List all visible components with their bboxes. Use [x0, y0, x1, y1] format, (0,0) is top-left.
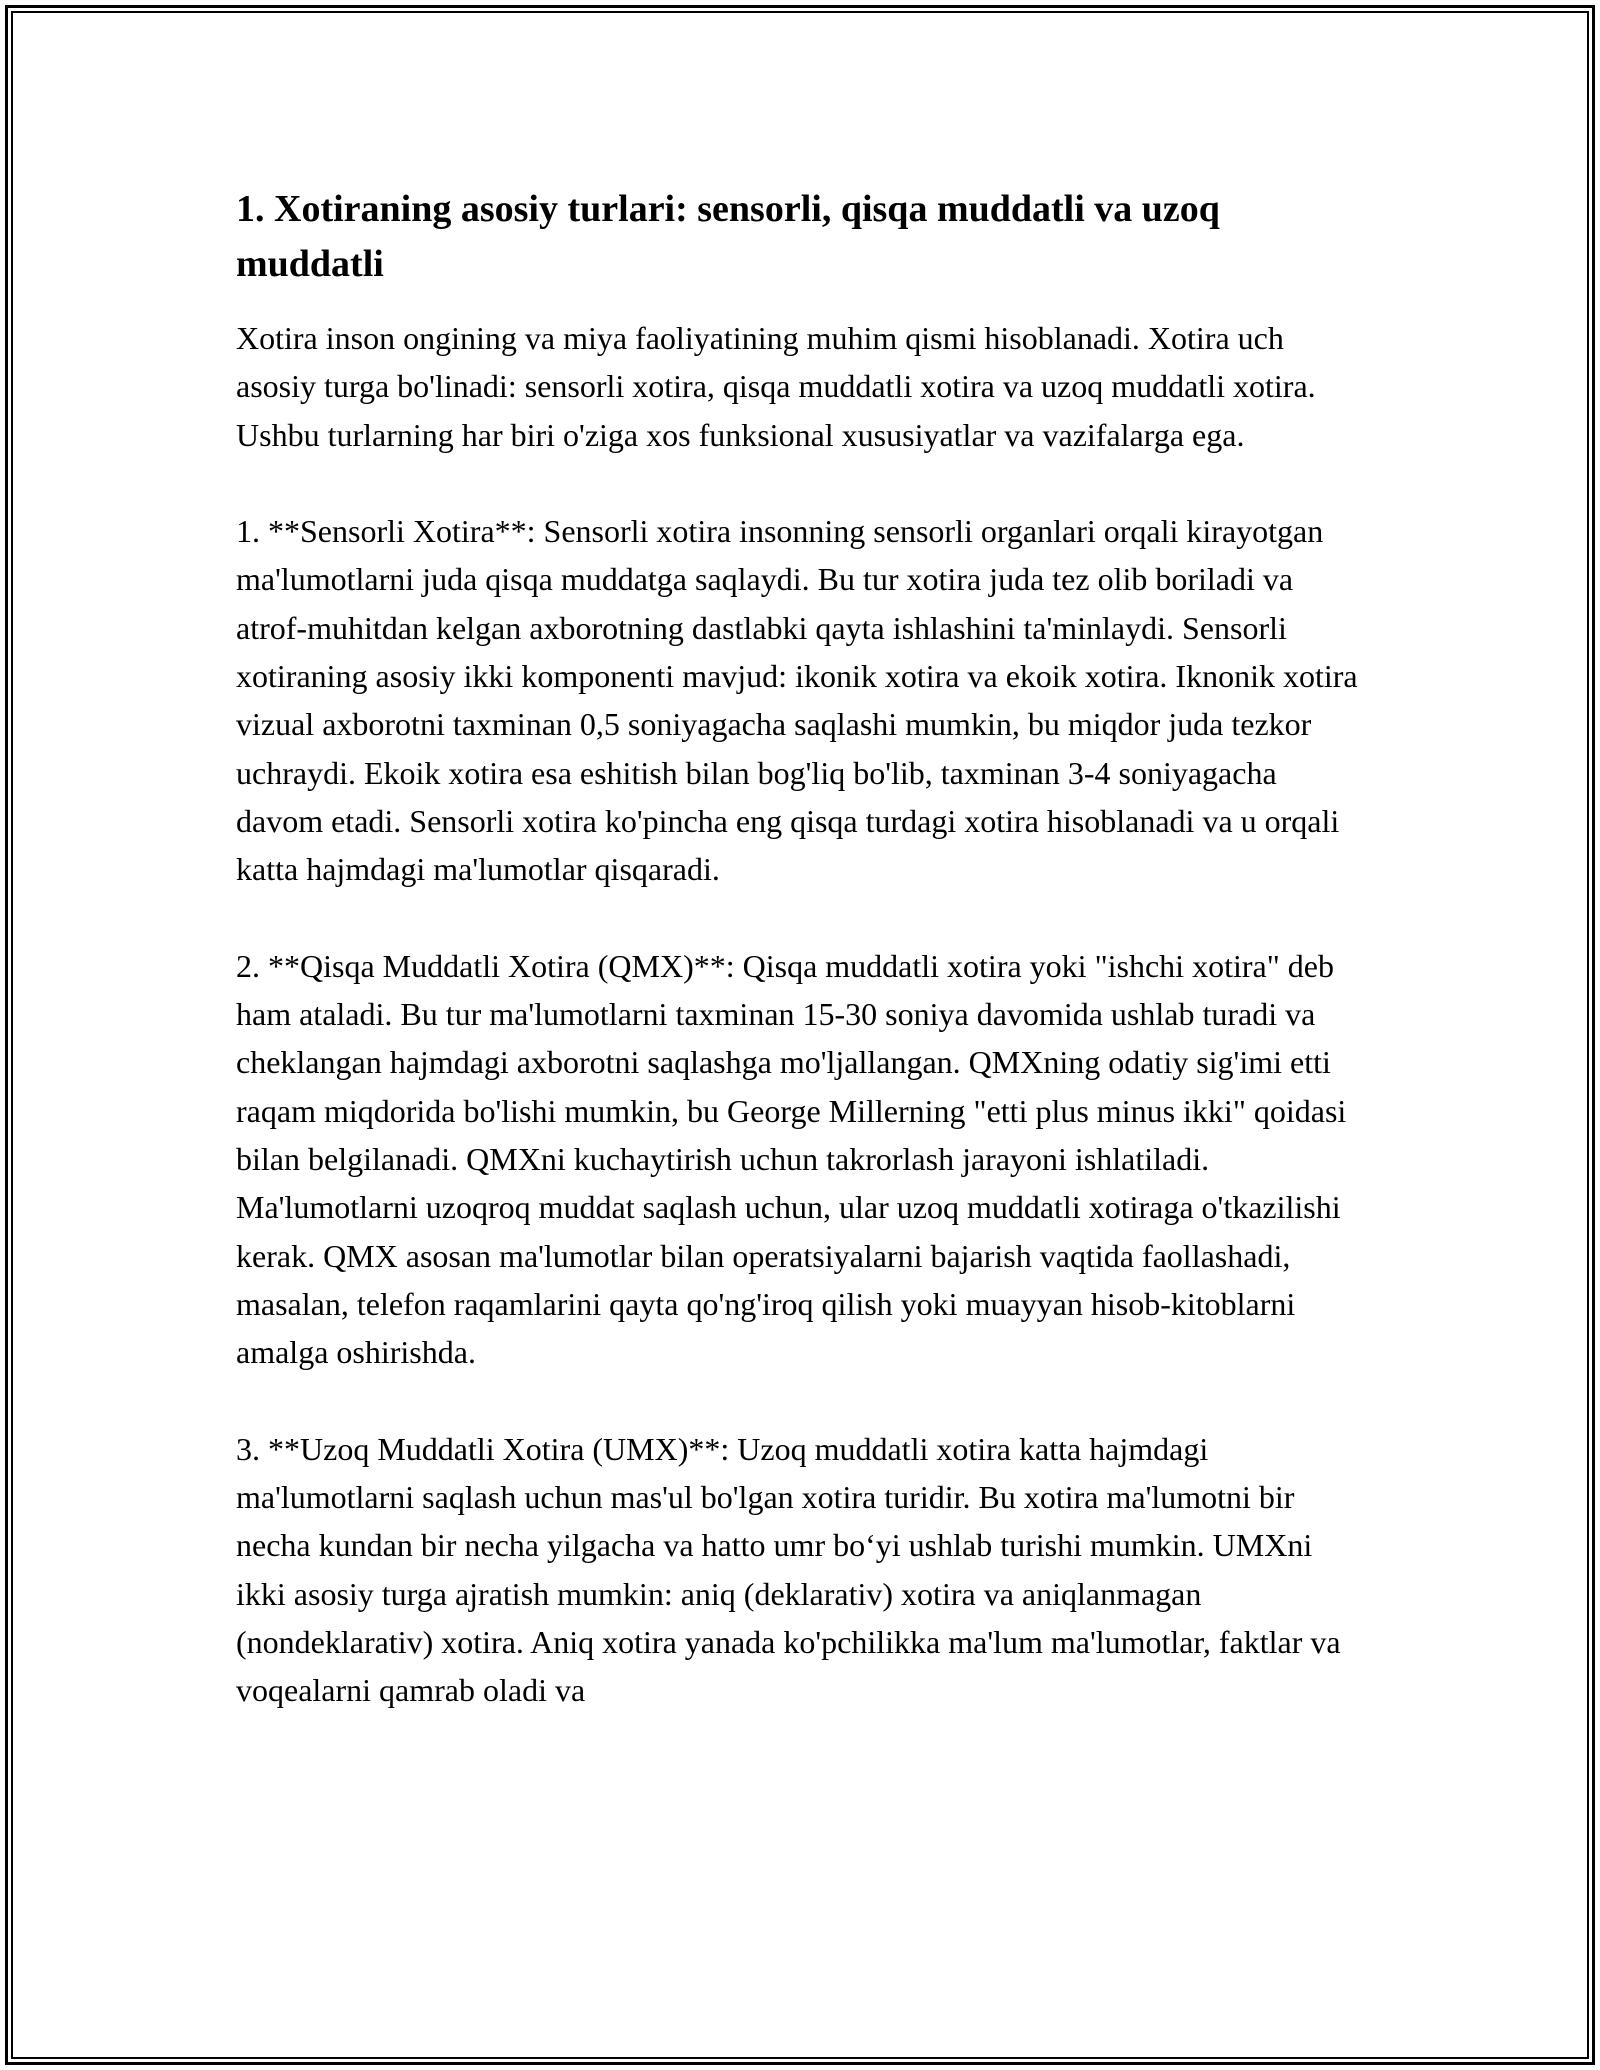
short-term-memory-paragraph: 2. **Qisqa Muddatli Xotira (QMX)**: Qisqa muddatli xotira yoki "ishchi xotira" deb ham ataladi. Bu tur ma'lumotlarni taxminan 15-30 soniya davomida ushlab turadi va cheklangan hajmdagi axborotni saqlashga mo'ljallangan. QMXning odatiy sig'imi etti raqam miqdorida bo'lishi mumkin, bu George Millerning "etti plus minus ikki" qoidasi bilan belgilanadi. QMXni kuchaytirish uchun takrorlash jarayoni ishlatiladi. Ma'lumotlarni uzoqroq muddat saqlash uchun, ular uzoq muddatli xotiraga o'tkazilishi kerak. QMX asosan ma'lumotlar bilan operatsiyalarni bajarish vaqtida faollashadi, masalan, telefon raqamlarini qayta qo'ng'iroq qilish yoki muayyan hisob-kitoblarni amalga oshirishda.: [236, 947, 1347, 1371]
sensory-memory-paragraph: 1. **Sensorli Xotira**: Sensorli xotira insonning sensorli organlari orqali kirayotgan ma'lumotlarni juda qisqa muddatga saqlaydi. Bu tur xotira juda tez olib boriladi va atrof-muhitdan kelgan axborotning dastlabki qayta ishlashini ta'minlaydi. Sensorli xotiraning asosiy ikki komponenti mavjud: ikonik xotira va ekoik xotira. Iknonik xotira vizual axborotni taxminan 0,5 soniyagacha saqlashi mumkin, bu miqdor juda tezkor uchraydi. Ekoik xotira esa eshitish bilan bog'liq bo'lib, taxminan 3-4 soniyagacha davom etadi. Sensorli xotira ko'pincha eng qisqa turdagi xotira hisoblanadi va u orqali katta hajmdagi ma'lumotlar qisqaradi.: [236, 513, 1358, 888]
intro-paragraph: Xotira inson ongining va miya faoliyatining muhim qismi hisoblanadi. Xotira uch asosiy turga bo'linadi: sensorli xotira, qisqa muddatli xotira va uzoq muddatli xotira. Ushbu turlarning har biri o'ziga xos funksional xususiyatlar va vazifalarga ega.: [236, 320, 1316, 453]
document-body: [236, 182, 1364, 1763]
long-term-memory-paragraph: 3. **Uzoq Muddatli Xotira (UMX)**: Uzoq muddatli xotira katta hajmdagi ma'lumotlarni saqlash uchun mas'ul bo'lgan xotira turidir. Bu xotira ma'lumotni bir necha kundan bir necha yilgacha va hatto umr bo‘yi ushlab turishi mumkin. UMXni ikki asosiy turga ajratish mumkin: aniq (deklarativ) xotira va aniqlanmagan (nondeklarativ) xotira. Aniq xotira yanada ko'pchilikka ma'lum ma'lumotlar, faktlar va voqealarni qamrab oladi va: [236, 1430, 1341, 1709]
section-heading: 1. Xotiraning asosiy turlari: sensorli, qisqa muddatli va uzoq muddatli: [236, 188, 1220, 285]
